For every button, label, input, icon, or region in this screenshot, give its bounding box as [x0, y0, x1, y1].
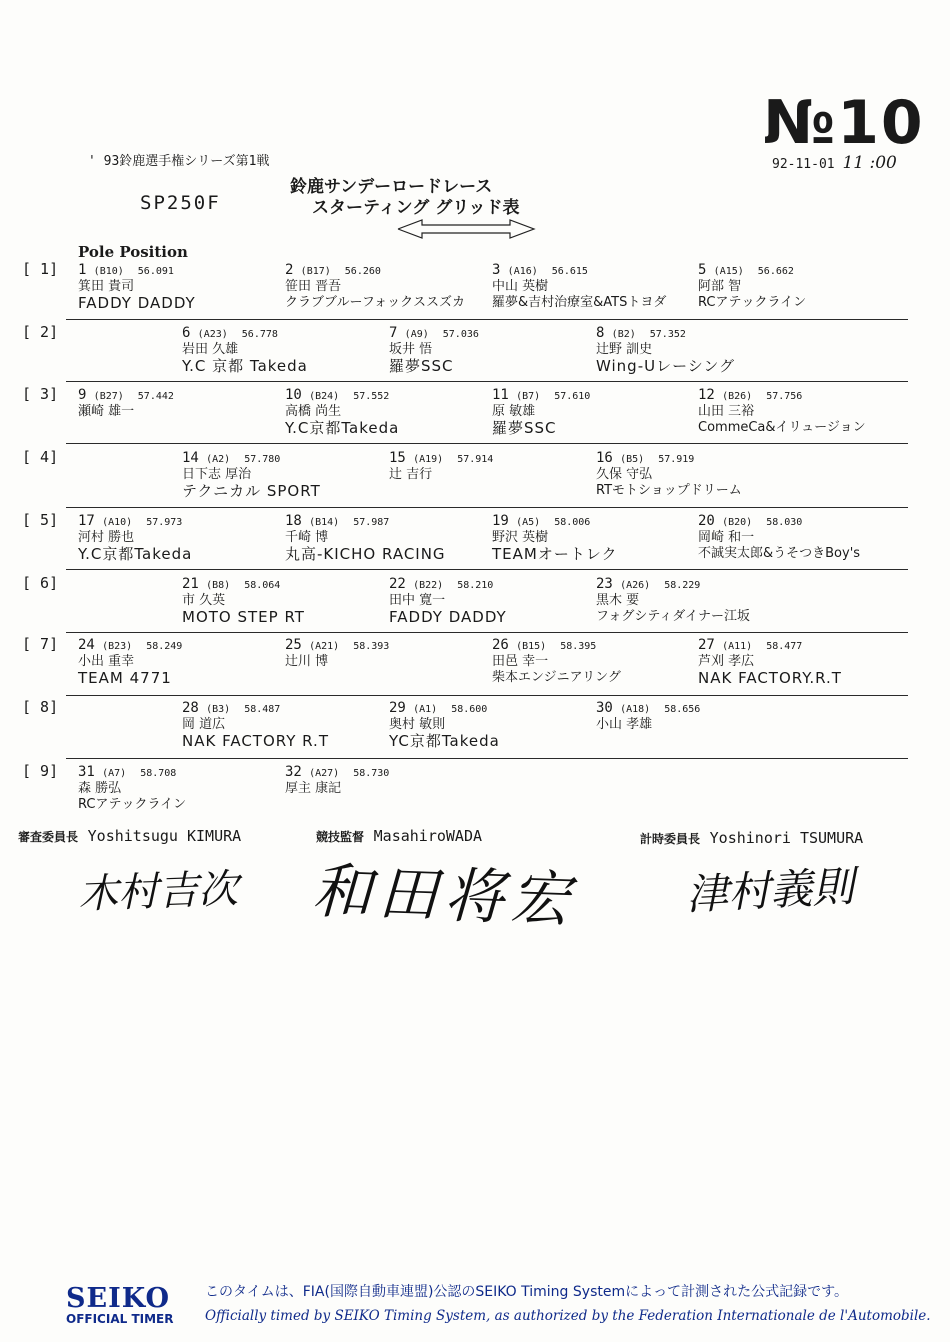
entry-time: 57.780 [244, 454, 281, 465]
entry-position: 32 [285, 764, 302, 780]
entry-position: 3 [492, 262, 501, 278]
entry-car: (B24) [309, 391, 340, 402]
entry-position: 18 [285, 513, 302, 529]
entry-car: (A18) [620, 704, 651, 715]
row-label: [ 8] [22, 698, 59, 716]
entry-time: 57.973 [146, 517, 183, 528]
grid-entry [78, 263, 196, 311]
entry-driver: 黒木 要 [596, 593, 640, 608]
entry-driver: 千崎 博 [285, 530, 329, 545]
entry-driver: 日下志 厚治 [182, 467, 252, 482]
time-stamp [772, 153, 897, 173]
entry-position: 1 [78, 262, 87, 278]
row-label: [ 7] [22, 635, 59, 653]
entry-car: (A7) [102, 768, 127, 779]
entry-driver: 岡崎 和一 [698, 530, 755, 545]
entry-position: 30 [596, 700, 613, 716]
grid-entry [285, 263, 465, 309]
entry-team: テクニカル SPORT [182, 482, 321, 500]
entry-position: 12 [698, 387, 715, 403]
race-name: 鈴鹿サンデーロードレース [290, 177, 493, 197]
entry-time: 58.395 [560, 641, 597, 652]
sheet-subtitle: スターティング グリッド表 [312, 198, 520, 218]
grid-entry [492, 263, 666, 309]
row-label: [ 4] [22, 448, 59, 466]
entry-driver: 箕田 貴司 [78, 279, 135, 294]
grid-entry [389, 701, 500, 749]
entry-car: (B8) [206, 580, 231, 591]
signature-tsumura: 津村義則 [684, 861, 856, 920]
entry-time: 58.249 [146, 641, 183, 652]
entry-team: TEAMオートレク [492, 545, 618, 563]
entry-position: 27 [698, 637, 715, 653]
official-kimura [18, 826, 241, 845]
entry-position: 28 [182, 700, 199, 716]
entry-driver: 原 敏雄 [492, 404, 536, 419]
grid-entry [78, 514, 192, 562]
entry-position: 2 [285, 262, 294, 278]
entry-driver: 笹田 晋吾 [285, 279, 342, 294]
grid-entry [285, 514, 446, 562]
entry-car: (A11) [722, 641, 753, 652]
entry-driver: 中山 英樹 [492, 279, 549, 294]
entry-car: (B15) [516, 641, 547, 652]
entry-driver: 田邑 幸一 [492, 654, 549, 669]
entry-time: 57.756 [766, 391, 803, 402]
entry-car: (A26) [620, 580, 651, 591]
entry-car: (B17) [300, 266, 331, 277]
entry-time: 57.610 [554, 391, 591, 402]
entry-time: 57.914 [457, 454, 494, 465]
entry-team: 羅夢&吉村治療室&ATSトヨダ [492, 295, 667, 310]
entry-time: 58.600 [451, 704, 488, 715]
grid-entry [596, 326, 735, 374]
entry-time: 58.708 [140, 768, 177, 779]
class-name: SP250F [140, 192, 221, 214]
entry-driver: 岡 道広 [182, 717, 226, 732]
entry-car: (B2) [611, 329, 636, 340]
entry-car: (A1) [413, 704, 438, 715]
entry-time: 56.091 [137, 266, 174, 277]
series-title: ' 93鈴鹿選手権シリーズ第1戦 [88, 154, 270, 169]
grid-entry [285, 765, 389, 798]
entry-team: 柴本エンジニアリング [492, 670, 621, 685]
grid-entry [389, 451, 493, 484]
entry-car: (B7) [516, 391, 541, 402]
entry-time: 56.260 [344, 266, 381, 277]
entry-car: (B20) [722, 517, 753, 528]
grid-entry [492, 638, 621, 684]
row-divider [66, 632, 908, 633]
row-divider [66, 569, 908, 570]
entry-position: 29 [389, 700, 406, 716]
entry-driver: 市 久英 [182, 593, 226, 608]
entry-driver: 河村 勝也 [78, 530, 135, 545]
grid-entry [492, 388, 590, 436]
entry-driver: 坂井 悟 [389, 342, 433, 357]
entry-car: (A10) [102, 517, 133, 528]
entry-car: (B27) [93, 391, 124, 402]
entry-team: Y.C京都Takeda [285, 419, 400, 437]
entry-position: 21 [182, 576, 199, 592]
grid-entry [698, 638, 842, 686]
entry-driver: 田中 寛一 [389, 593, 446, 608]
entry-team: RTモトショップドリーム [596, 483, 742, 498]
entry-time: 57.552 [353, 391, 390, 402]
footer-note-japanese: このタイムは、FIA(国際自動車連盟)公認のSEIKO Timing Systemによって計測された公式記録です。 [205, 1284, 848, 1300]
official-title: 計時委員長 [640, 832, 701, 846]
entry-time: 58.210 [457, 580, 494, 591]
entry-driver: 厚主 康記 [285, 781, 342, 796]
entry-team: MOTO STEP RT [182, 608, 305, 626]
grid-entry [285, 638, 389, 671]
entry-team: RCアテックライン [78, 797, 187, 812]
entry-time: 57.919 [658, 454, 695, 465]
entry-time: 58.393 [353, 641, 390, 652]
entry-position: 9 [78, 387, 87, 403]
entry-car: (B22) [413, 580, 444, 591]
signature-wada: 和田将宏 [310, 856, 577, 936]
grid-entry [182, 701, 329, 749]
official-title: 競技監督 [316, 830, 365, 844]
grid-entry [78, 765, 186, 811]
official-name: Yoshitsugu KIMURA [87, 827, 242, 845]
row-label: [ 9] [22, 762, 59, 780]
entry-position: 19 [492, 513, 509, 529]
entry-position: 11 [492, 387, 509, 403]
seiko-official-timer: OFFICIAL TIMER [66, 1312, 174, 1326]
entry-position: 7 [389, 325, 398, 341]
grid-entry [698, 388, 866, 434]
seiko-logo: SEIKO [66, 1283, 170, 1314]
grid-entry [182, 577, 305, 625]
document-number: №10 [763, 88, 925, 158]
entry-car: (A16) [507, 266, 538, 277]
grid-entry [78, 638, 182, 686]
entry-position: 31 [78, 764, 95, 780]
entry-driver: 阿部 智 [698, 279, 742, 294]
entry-position: 20 [698, 513, 715, 529]
entry-position: 10 [285, 387, 302, 403]
grid-entry [596, 577, 750, 623]
entry-driver: 小出 重幸 [78, 654, 135, 669]
entry-driver: 高橋 尚生 [285, 404, 342, 419]
row-label: [ 1] [22, 260, 59, 278]
official-name: Yoshinori TSUMURA [709, 829, 864, 847]
entry-car: (B14) [309, 517, 340, 528]
entry-time: 56.662 [757, 266, 794, 277]
entry-driver: 芦刈 孝広 [698, 654, 755, 669]
grid-entry [182, 451, 321, 499]
entry-car: (A9) [404, 329, 429, 340]
entry-position: 25 [285, 637, 302, 653]
grid-entry [389, 326, 479, 374]
entry-car: (B5) [620, 454, 645, 465]
row-label: [ 3] [22, 385, 59, 403]
row-divider [66, 758, 908, 759]
entry-car: (A23) [197, 329, 228, 340]
entry-position: 6 [182, 325, 191, 341]
row-divider [66, 695, 908, 696]
entry-car: (A15) [713, 266, 744, 277]
entry-time: 58.006 [554, 517, 591, 528]
entry-position: 16 [596, 450, 613, 466]
grid-entry [78, 388, 174, 421]
row-label: [ 6] [22, 574, 59, 592]
row-divider [66, 381, 908, 382]
entry-time: 58.477 [766, 641, 803, 652]
pole-position-label: Pole Position [78, 243, 188, 261]
entry-car: (A5) [516, 517, 541, 528]
entry-driver: 野沢 英樹 [492, 530, 549, 545]
entry-position: 5 [698, 262, 707, 278]
entry-team: YC京都Takeda [389, 732, 500, 750]
official-wada [316, 826, 482, 845]
official-tsumura [640, 828, 863, 847]
entry-time: 58.229 [664, 580, 701, 591]
entry-car: (A27) [309, 768, 340, 779]
entry-team: 丸高-KICHO RACING [285, 545, 446, 563]
entry-time: 58.487 [244, 704, 281, 715]
entry-team: FADDY DADDY [389, 608, 507, 626]
entry-driver: 辻川 博 [285, 654, 329, 669]
official-title: 審査委員長 [18, 830, 79, 844]
entry-car: (B23) [102, 641, 133, 652]
entry-team: クラブブルーフォックススズカ [285, 295, 466, 310]
row-divider [66, 507, 908, 508]
stamp-handwritten-time: 11 :00 [842, 153, 897, 173]
official-name: MasahiroWADA [373, 827, 483, 845]
grid-entry [492, 514, 618, 562]
entry-position: 24 [78, 637, 95, 653]
grid-entry [596, 701, 700, 734]
row-divider [66, 443, 908, 444]
entry-time: 57.442 [137, 391, 174, 402]
entry-car: (B26) [722, 391, 753, 402]
entry-position: 23 [596, 576, 613, 592]
entry-time: 58.064 [244, 580, 281, 591]
entry-team: TEAM 4771 [78, 669, 172, 687]
entry-position: 15 [389, 450, 406, 466]
direction-arrow-icon [396, 218, 536, 240]
entry-car: (A21) [309, 641, 340, 652]
entry-driver: 辻野 訓史 [596, 342, 653, 357]
entry-car: (B3) [206, 704, 231, 715]
entry-position: 22 [389, 576, 406, 592]
entry-position: 14 [182, 450, 199, 466]
row-divider [66, 319, 908, 320]
entry-time: 57.987 [353, 517, 390, 528]
entry-driver: 小山 孝雄 [596, 717, 653, 732]
entry-team: 羅夢SSC [389, 357, 454, 375]
entry-driver: 久保 守弘 [596, 467, 653, 482]
entry-position: 8 [596, 325, 605, 341]
entry-team: CommeCa&イリュージョン [698, 420, 866, 435]
entry-car: (A2) [206, 454, 231, 465]
entry-driver: 瀬崎 雄一 [78, 404, 135, 419]
entry-position: 17 [78, 513, 95, 529]
entry-team: NAK FACTORY R.T [182, 732, 329, 750]
entry-car: (A19) [413, 454, 444, 465]
entry-team: NAK FACTORY.R.T [698, 669, 842, 687]
entry-time: 57.036 [442, 329, 479, 340]
entry-team: Wing-Uレーシング [596, 357, 736, 375]
entry-position: 26 [492, 637, 509, 653]
entry-team: フォグシティダイナー江坂 [596, 609, 751, 624]
stamp-date: 92-11-01 [772, 157, 835, 172]
entry-time: 56.615 [551, 266, 588, 277]
grid-entry [698, 514, 860, 560]
row-label: [ 5] [22, 511, 59, 529]
entry-driver: 辻 吉行 [389, 467, 433, 482]
entry-team: 不誠実太郎&うそつきBoy's [698, 546, 861, 561]
entry-time: 56.778 [241, 329, 278, 340]
row-label: [ 2] [22, 323, 59, 341]
entry-time: 58.730 [353, 768, 390, 779]
grid-entry [389, 577, 507, 625]
entry-driver: 奥村 敏則 [389, 717, 446, 732]
entry-team: 羅夢SSC [492, 419, 557, 437]
entry-driver: 山田 三裕 [698, 404, 755, 419]
entry-team: Y.C京都Takeda [78, 545, 193, 563]
entry-time: 57.352 [649, 329, 686, 340]
signature-kimura: 木村吉次 [77, 866, 239, 918]
entry-team: Y.C 京都 Takeda [182, 357, 308, 375]
entry-team: RCアテックライン [698, 295, 807, 310]
grid-entry [698, 263, 806, 309]
entry-time: 58.030 [766, 517, 803, 528]
grid-entry [182, 326, 308, 374]
grid-entry [596, 451, 742, 497]
entry-car: (B10) [93, 266, 124, 277]
entry-driver: 森 勝弘 [78, 781, 122, 796]
footer-note-english: Officially timed by SEIKO Timing System, as authorized by the Federation Internationale de l'Automobile. [205, 1308, 931, 1324]
entry-driver: 岩田 久雄 [182, 342, 239, 357]
entry-team: FADDY DADDY [78, 294, 196, 312]
grid-entry [285, 388, 399, 436]
entry-time: 58.656 [664, 704, 701, 715]
